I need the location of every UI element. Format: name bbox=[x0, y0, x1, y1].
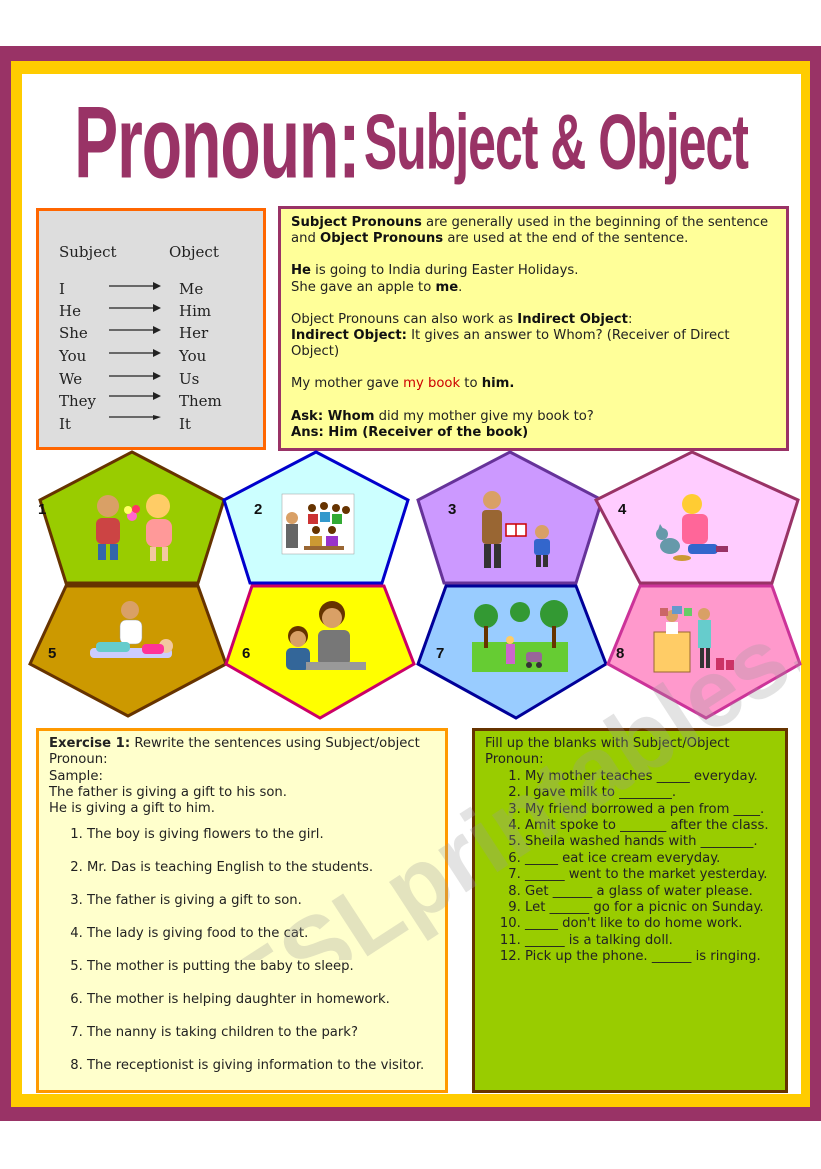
rule-text: is going to India during Easter Holidays. bbox=[310, 263, 579, 279]
picture-number: 1 bbox=[38, 501, 47, 518]
answer-text: Ans: Him (Receiver of the book) bbox=[291, 424, 529, 440]
picture-number: 3 bbox=[448, 501, 457, 518]
rule-term: Indirect Object bbox=[517, 311, 628, 327]
pronoun-table bbox=[36, 208, 266, 450]
rule-text: are generally used in the beginning of the sentence and bbox=[291, 215, 769, 247]
exercise1-item: 4. The lady is giving food to the cat. bbox=[87, 926, 435, 942]
exercise1-label: Exercise 1: bbox=[49, 736, 131, 751]
arrow-right-icon bbox=[109, 302, 161, 316]
exercise2-item: 3. My friend borrowed a pen from ____. bbox=[525, 802, 775, 818]
ask-label: Ask: bbox=[291, 408, 324, 424]
exercise1-instruction bbox=[49, 736, 435, 769]
picture-number: 2 bbox=[254, 501, 263, 518]
rule-text: She gave an apple to bbox=[291, 279, 436, 295]
picture-number: 6 bbox=[242, 645, 251, 662]
picture-tile-7 bbox=[418, 586, 606, 718]
sample-answer: He is giving a gift to him. bbox=[49, 801, 215, 817]
subject-pronoun: You bbox=[59, 347, 87, 365]
exercise2-item: 8. Get ______ a glass of water please. bbox=[525, 884, 775, 900]
exercise2-item: 5. Sheila washed hands with ________. bbox=[525, 834, 775, 850]
exercise2-item: 6. _____ eat ice cream everyday. bbox=[525, 851, 775, 867]
rule-text: It gives an answer to Whom? (Receiver of Direct Object) bbox=[291, 328, 730, 360]
exercise2-panel bbox=[472, 728, 788, 1093]
rule-term: him. bbox=[481, 376, 515, 392]
rule-text: My mother gave bbox=[291, 376, 404, 392]
indirect-object-paragraph bbox=[291, 312, 776, 361]
rule-text: Object Pronouns can also work as bbox=[291, 311, 518, 327]
picture-tile-4 bbox=[596, 452, 798, 583]
rule-paragraph bbox=[291, 215, 776, 247]
subject-pronoun: I bbox=[59, 280, 65, 298]
rule-text: did my mother give my book to? bbox=[374, 408, 594, 424]
object-pronoun: Me bbox=[179, 280, 204, 298]
exercise2-item: 12. Pick up the phone. ______ is ringing. bbox=[525, 949, 775, 965]
arrow-right-icon bbox=[109, 370, 161, 384]
example-paragraph bbox=[291, 376, 776, 392]
rule-term: Indirect Object: bbox=[291, 328, 407, 344]
subject-header: Subject bbox=[59, 243, 117, 261]
object-header: Object bbox=[169, 243, 219, 261]
exercise1-item: 8. The receptionist is giving information to the visitor. bbox=[87, 1058, 435, 1074]
exercise1-item: 6. The mother is helping daughter in homework. bbox=[87, 992, 435, 1008]
exercise2-item: 4. Amit spoke to _______ after the class. bbox=[525, 818, 775, 834]
object-pronoun: You bbox=[179, 347, 207, 365]
picture-number: 7 bbox=[436, 645, 445, 662]
exercise2-list bbox=[485, 769, 775, 966]
title-part2: Subject & Object bbox=[363, 98, 748, 186]
rule-term: me bbox=[435, 279, 459, 295]
arrow-right-icon bbox=[109, 392, 161, 406]
pronoun-row bbox=[39, 302, 263, 322]
subject-pronoun: They bbox=[59, 392, 97, 410]
arrow-right-icon bbox=[109, 324, 161, 338]
pronoun-row bbox=[39, 347, 263, 367]
subject-pronoun: It bbox=[59, 415, 71, 433]
arrow-right-icon bbox=[109, 347, 161, 361]
rule-term: Object Pronouns bbox=[320, 231, 444, 247]
exercise2-item: 11. ______ is a talking doll. bbox=[525, 933, 775, 949]
picture-tile-1 bbox=[38, 452, 224, 583]
picture-number: 4 bbox=[618, 501, 627, 518]
rules-panel bbox=[278, 206, 789, 451]
example-paragraph bbox=[291, 263, 776, 295]
exercise2-instruction: Fill up the blanks with Subject/Object Pronoun: bbox=[485, 736, 730, 768]
rule-term: Whom bbox=[323, 408, 375, 424]
picture-grid bbox=[20, 446, 804, 722]
page-title bbox=[40, 86, 782, 198]
question-answer bbox=[291, 409, 776, 441]
subject-pronoun: We bbox=[59, 370, 83, 388]
pronoun-row bbox=[39, 415, 263, 435]
sample-label: Sample: bbox=[49, 768, 103, 784]
object-pronoun: Them bbox=[179, 392, 222, 410]
exercise1-item: 1. The boy is giving flowers to the girl. bbox=[87, 827, 435, 843]
object-pronoun: Her bbox=[179, 324, 209, 342]
picture-tile-5 bbox=[30, 586, 226, 716]
pronoun-row bbox=[39, 392, 263, 412]
exercise2-item: 2. I gave milk to ________. bbox=[525, 785, 775, 801]
exercise1-item: 5. The mother is putting the baby to sleep. bbox=[87, 959, 435, 975]
subject-pronoun: He bbox=[59, 302, 81, 320]
arrow-right-icon bbox=[109, 280, 161, 294]
exercise2-item: 1. My mother teaches _____ everyday. bbox=[525, 769, 775, 785]
pronoun-row bbox=[39, 280, 263, 300]
exercise2-item: 10. _____ don't like to do home work. bbox=[525, 916, 775, 932]
rule-text: : bbox=[627, 311, 633, 327]
exercise1-list bbox=[49, 827, 435, 1074]
teacher-classroom-picture bbox=[282, 494, 354, 554]
picture-tile-6 bbox=[226, 586, 414, 718]
rule-text: are used at the end of the sentence. bbox=[443, 231, 689, 247]
picture-tile-3 bbox=[418, 452, 602, 583]
object-pronoun: It bbox=[179, 415, 191, 433]
rule-text: to bbox=[460, 376, 482, 392]
picture-tile-2 bbox=[224, 452, 408, 583]
exercise1-text: Rewrite the sentences using Subject/object Pronoun: bbox=[49, 736, 420, 768]
picture-number: 8 bbox=[616, 645, 625, 662]
highlighted-text: my book bbox=[403, 376, 461, 392]
rule-term: He bbox=[291, 263, 311, 279]
title-part1: Pronoun: bbox=[74, 84, 360, 200]
subject-pronoun: She bbox=[59, 324, 88, 342]
arrow-right-icon bbox=[109, 415, 161, 429]
exercise1-panel bbox=[36, 728, 448, 1093]
exercise2-item: 9. Let ______ go for a picnic on Sunday. bbox=[525, 900, 775, 916]
sample-question: The father is giving a gift to his son. bbox=[49, 784, 287, 800]
pronoun-row bbox=[39, 324, 263, 344]
picture-tile-8 bbox=[608, 586, 800, 718]
rule-term: Subject Pronouns bbox=[291, 215, 422, 230]
exercise2-item: 7. ______ went to the market yesterday. bbox=[525, 867, 775, 883]
nanny-park-picture bbox=[472, 600, 568, 672]
pronoun-row bbox=[39, 370, 263, 390]
object-pronoun: Us bbox=[179, 370, 200, 388]
exercise1-item: 3. The father is giving a gift to son. bbox=[87, 893, 435, 909]
exercise1-item: 2. Mr. Das is teaching English to the students. bbox=[87, 860, 435, 876]
picture-number: 5 bbox=[48, 645, 57, 662]
exercise1-item: 7. The nanny is taking children to the park? bbox=[87, 1025, 435, 1041]
rule-text: . bbox=[458, 279, 463, 295]
object-pronoun: Him bbox=[179, 302, 212, 320]
